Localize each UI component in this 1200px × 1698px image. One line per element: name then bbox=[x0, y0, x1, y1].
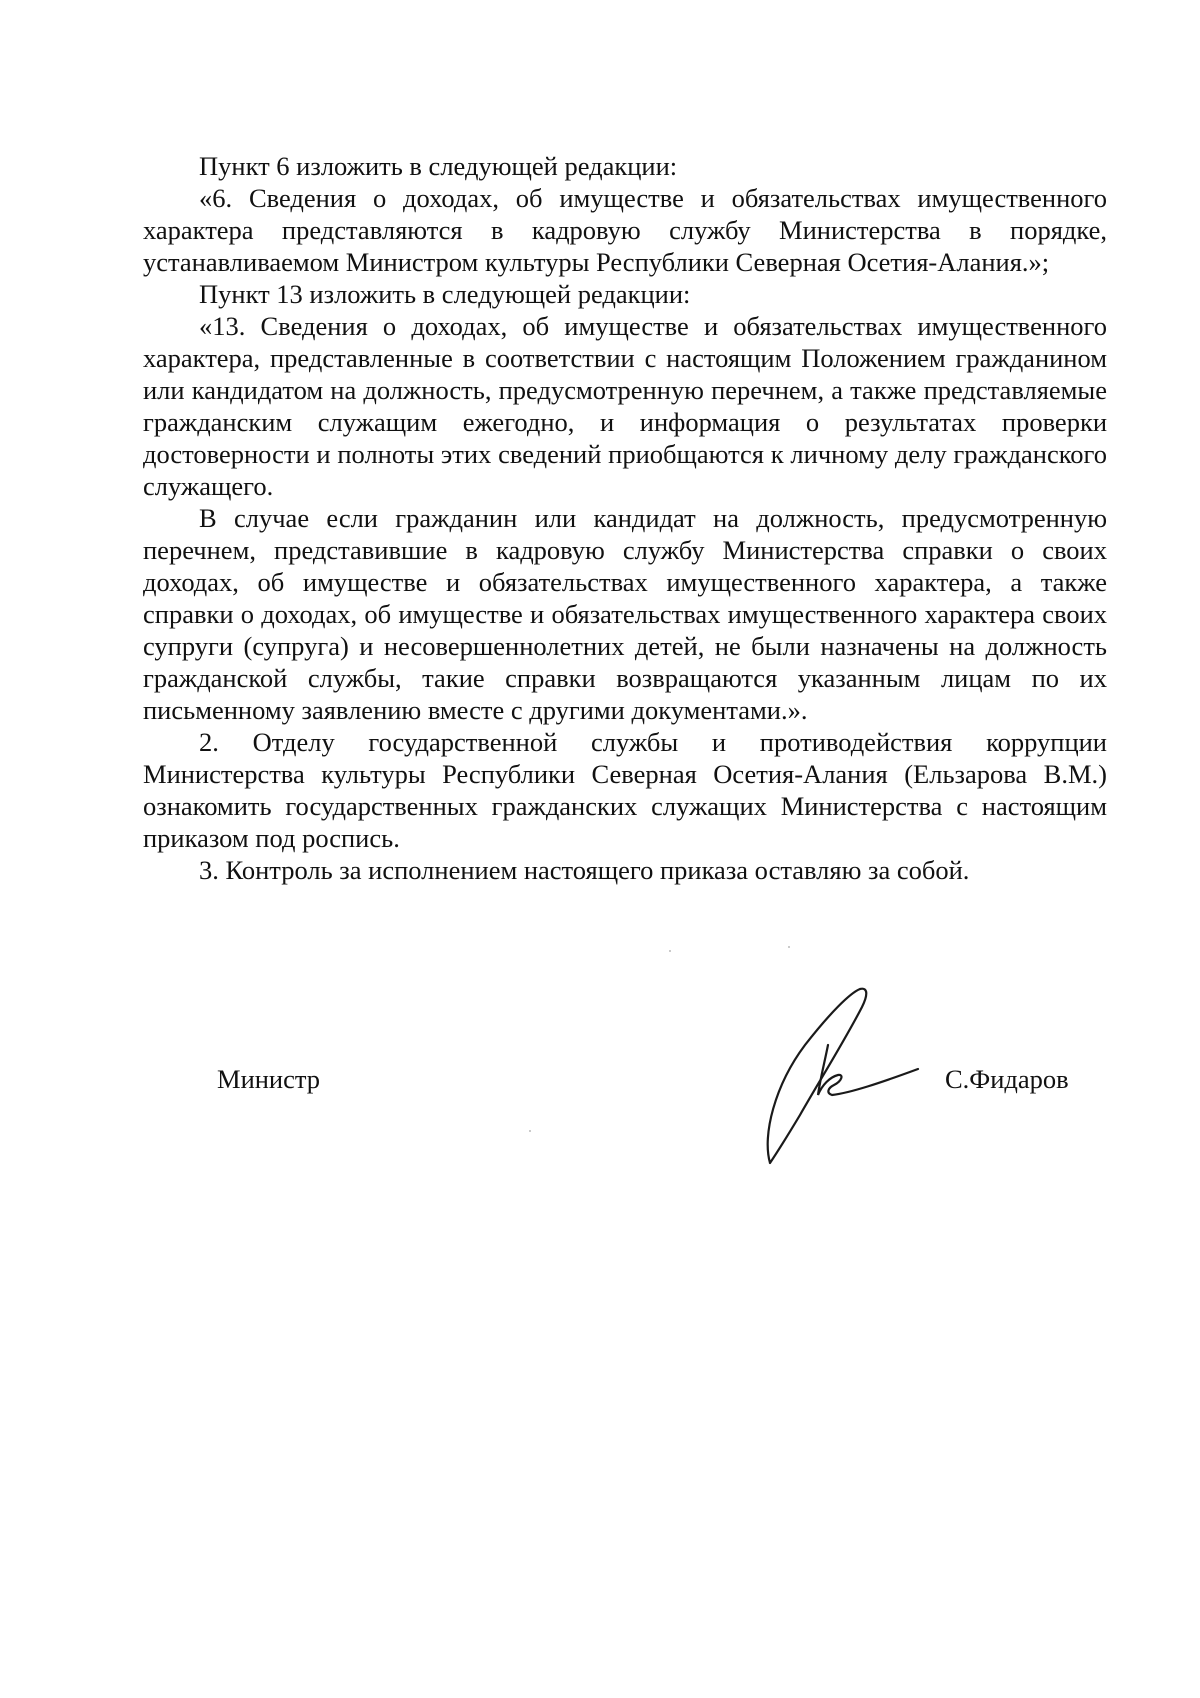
signatory-title: Министр bbox=[217, 1064, 321, 1094]
paragraph-6: 2. Отделу государственной службы и противодействия коррупции Министерства культуры Республики Северная Осетия-Алания (Ельзарова В.М.) ознакомить государственных гражданских служащих Министерства с настоящим приказом под роспись. bbox=[143, 727, 1107, 853]
handwritten-signature bbox=[750, 985, 940, 1170]
paragraph-4: «13. Сведения о доходах, об имуществе и обязательствах имущественного характера, представленные в соответствии с настоящим Положением гражданином или кандидатом на должность, предусмотренную перечнем, а также представляемые гражданским служащим ежегодно, и информация о результатах проверки достоверности и полноты этих сведений приобщаются к личному делу гражданского служащего. bbox=[143, 311, 1107, 501]
paragraph-7: 3. Контроль за исполнением настоящего приказа оставляю за собой. bbox=[199, 855, 970, 885]
document-body bbox=[143, 150, 1107, 886]
paragraph-1: Пункт 6 изложить в следующей редакции: bbox=[199, 151, 678, 181]
paragraph-3: Пункт 13 изложить в следующей редакции: bbox=[199, 279, 691, 309]
paragraph-2: «6. Сведения о доходах, об имуществе и обязательствах имущественного характера представляются в кадровую службу Министерства в порядке, устанавливаемом Министром культуры Республики Северная Осетия-Алания.»; bbox=[143, 183, 1107, 277]
paragraph-5: В случае если гражданин или кандидат на должность, предусмотренную перечнем, представившие в кадровую службу Министерства справки о своих доходах, об имуществе и обязательствах имущественного характера, а также справки о доходах, об имуществе и обязательствах имущественного характера своих супруги (супруга) и несовершеннолетних детей, не были назначены на должность гражданской службы, такие справки возвращаются указанным лицам по их письменному заявлению вместе с другими документами.». bbox=[143, 503, 1107, 725]
scan-speck bbox=[788, 946, 790, 948]
scan-speck bbox=[669, 950, 671, 952]
scan-speck bbox=[529, 1130, 531, 1132]
signatory-name: С.Фидаров bbox=[945, 1064, 1069, 1094]
